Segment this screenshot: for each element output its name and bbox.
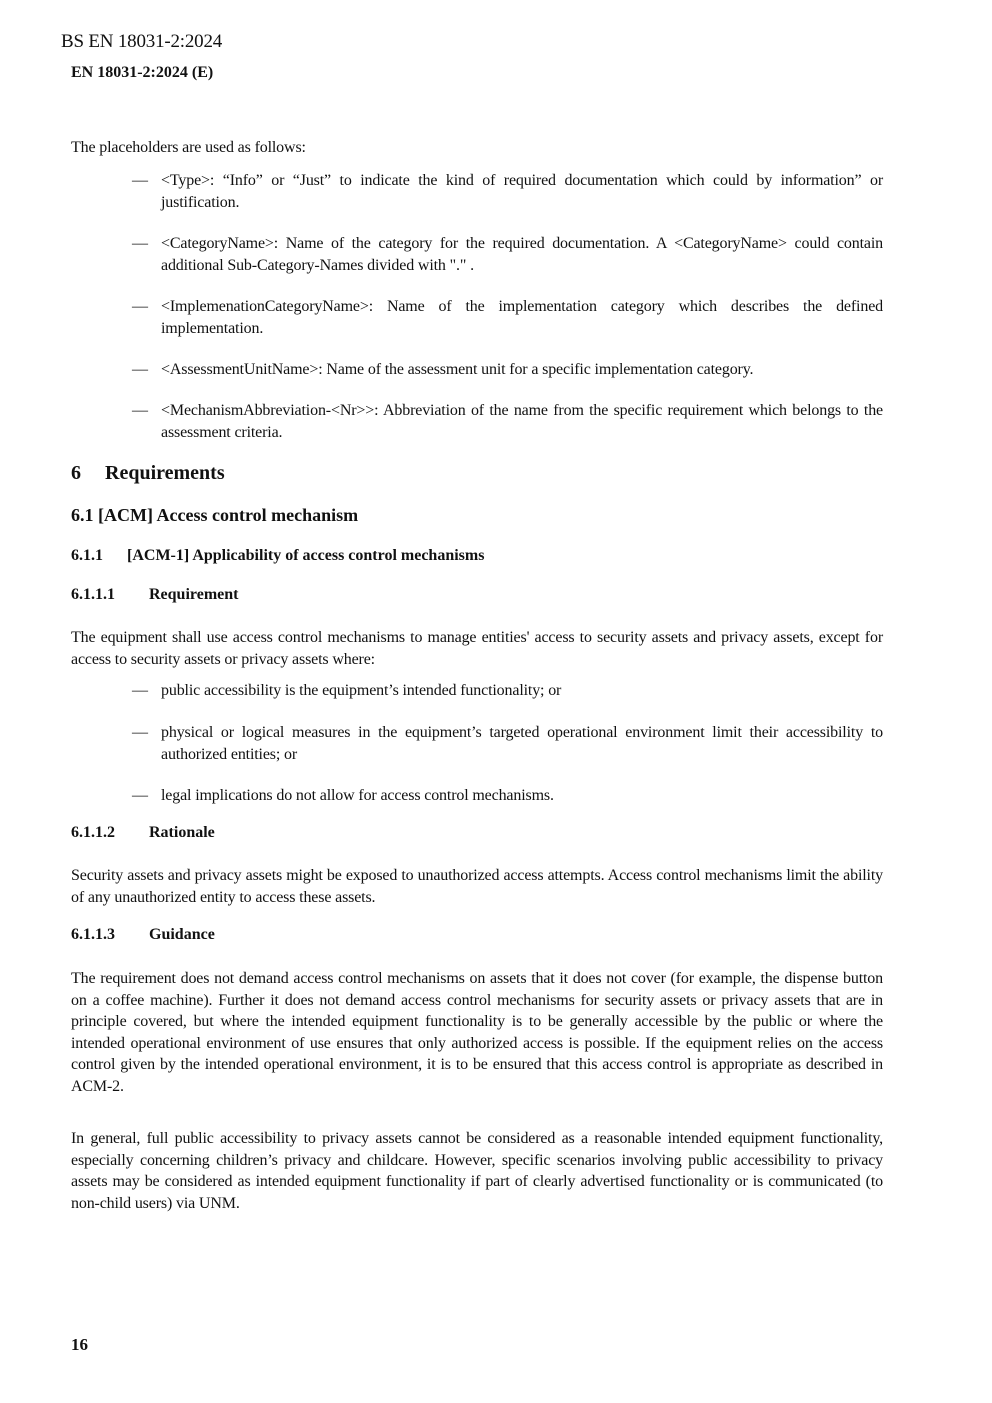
section-number: 6.1.1.2 (71, 824, 115, 841)
section-number: 6 (71, 462, 81, 484)
rationale-heading (71, 824, 215, 842)
standard-identifier: BS EN 18031-2:2024 (61, 31, 223, 52)
list-item-text: physical or logical measures in the equipment’s targeted operational environment limit their accessibility to authorized entities; or (161, 724, 883, 763)
section-title: Requirements (105, 462, 225, 484)
section-6-1-heading: 6.1 [ACM] Access control mechanism (71, 505, 359, 525)
document-identifier: EN 18031-2:2024 (E) (71, 64, 214, 81)
list-item-text: <ImplemenationCategoryName>: Name of the implementation category which describes the defined implementation. (161, 298, 883, 337)
dash-bullet-icon: — (132, 235, 148, 252)
list-item (132, 400, 883, 443)
list-item (132, 170, 883, 213)
dash-bullet-icon: — (132, 172, 148, 189)
list-item (132, 785, 883, 807)
list-item (132, 680, 883, 702)
guidance-paragraph: The requirement does not demand access control mechanisms on assets that it does not cover (for example, the dispense button on a coffee machine). Further it does not demand access control mechanisms for security assets or privacy assets that are in principle covered, but where the intended equipment functionality is to be generally accessible by the public or where the intended operational environment of use ensures that only authorized access is possible. If the equipment relies on the access control given by the intended operational environment, it is to be ensured that this access control is appropriate as described in ACM-2. (71, 970, 883, 1095)
requirement-heading (71, 586, 238, 604)
list-item-text: <AssessmentUnitName>: Name of the assessment unit for a specific implementation category. (161, 361, 754, 378)
list-item-text: <CategoryName>: Name of the category for the required documentation. A <CategoryName> could contain additional Sub-Category-Names divided with "." . (161, 235, 883, 274)
list-item-text: legal implications do not allow for access control mechanisms. (161, 787, 554, 804)
list-item (132, 296, 883, 339)
list-item-text: <Type>: “Info” or “Just” to indicate the kind of required documentation which could by information” or justification. (161, 172, 883, 211)
guidance-heading (71, 926, 215, 944)
section-title: Requirement (149, 586, 239, 603)
section-title: [ACM-1] Applicability of access control mechanisms (127, 547, 485, 564)
section-number: 6.1.1 (71, 547, 103, 564)
page-number: 16 (71, 1335, 88, 1354)
list-item-text: <MechanismAbbreviation-<Nr>>: Abbreviation of the name from the specific requirement which belongs to the assessment criteria. (161, 402, 883, 441)
section-title: Guidance (149, 926, 215, 943)
section-number: 6.1.1.1 (71, 586, 115, 603)
requirement-paragraph: The equipment shall use access control mechanisms to manage entities' access to security assets and privacy assets, except for access to security assets or privacy assets where: (71, 629, 883, 668)
list-item (132, 233, 883, 276)
section-number: 6.1.1.3 (71, 926, 115, 943)
intro-paragraph: The placeholders are used as follows: (71, 139, 306, 156)
section-6-1-1-heading (71, 547, 484, 565)
section-title: Rationale (149, 824, 215, 841)
list-item (132, 359, 883, 381)
dash-bullet-icon: — (132, 787, 148, 804)
dash-bullet-icon: — (132, 682, 148, 699)
dash-bullet-icon: — (132, 298, 148, 315)
dash-bullet-icon: — (132, 402, 148, 419)
list-item-text: public accessibility is the equipment’s intended functionality; or (161, 682, 562, 699)
dash-bullet-icon: — (132, 361, 148, 378)
section-6-heading (71, 462, 225, 485)
list-item (132, 722, 883, 765)
guidance-paragraph: In general, full public accessibility to privacy assets cannot be considered as a reasonable intended equipment functionality, especially concerning children’s privacy and childcare. However, specific scenarios involving public accessibility to privacy assets may be considered as intended equipment functionality if part of clearly advertised functionality or is communicated (to non-child users) via UNM. (71, 1130, 883, 1212)
rationale-paragraph: Security assets and privacy assets might be exposed to unauthorized access attempts. Access control mechanisms limit the ability of any unauthorized entity to access these assets. (71, 867, 883, 906)
dash-bullet-icon: — (132, 724, 148, 741)
